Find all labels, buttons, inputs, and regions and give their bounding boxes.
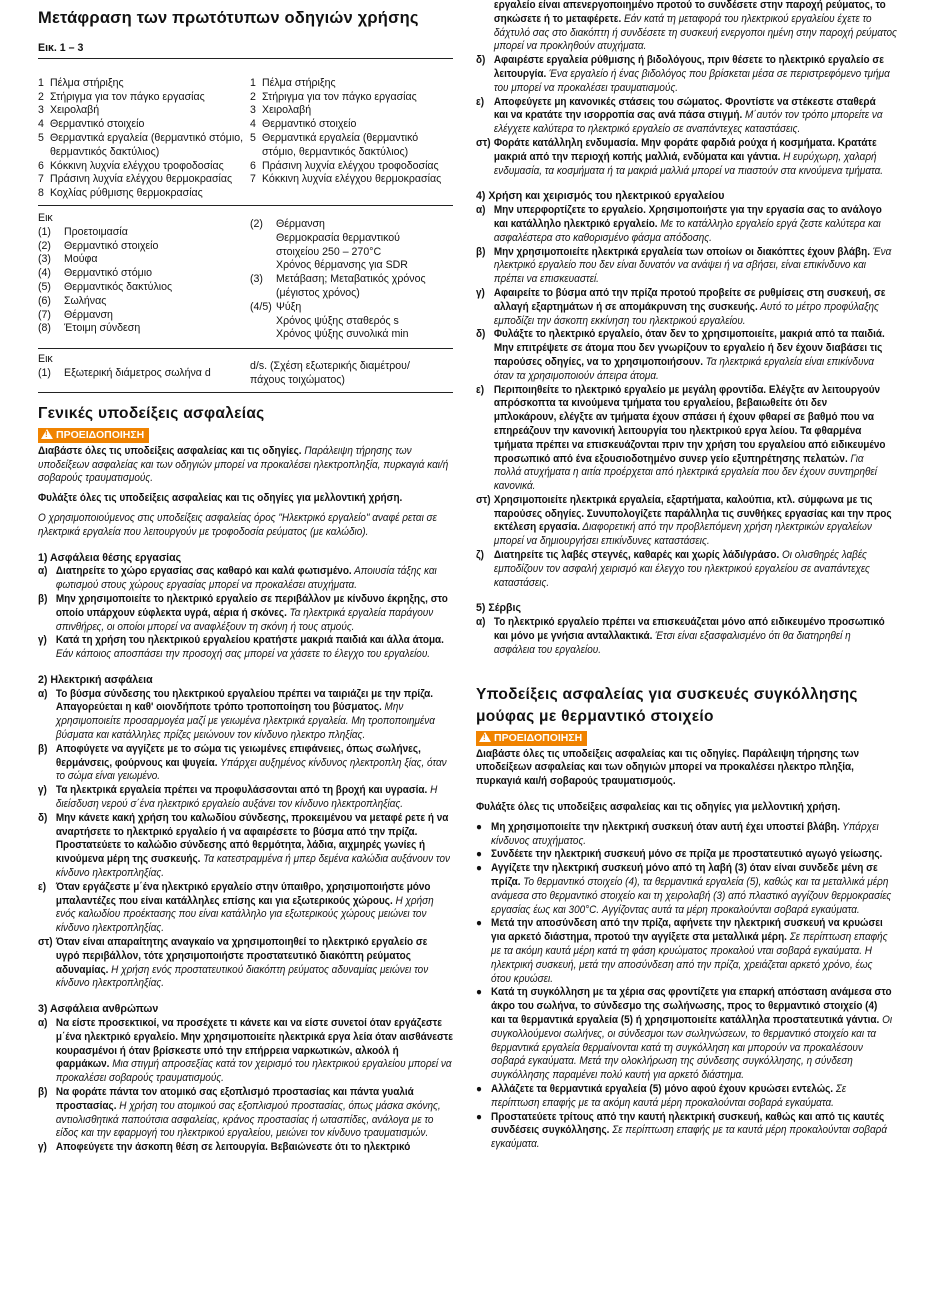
legend-number: (2) xyxy=(38,239,51,252)
item-label: ε) xyxy=(476,383,485,396)
item-bold: Μετά την αποσύνδεση από την πρίζα, αφήνετε την ηλεκτρική συσκευή να κρυώσει για αρκετό διάστημα, προτού την αγγίξετε στα μεταλλικά μέρη. xyxy=(491,917,883,944)
list-item xyxy=(476,287,892,328)
section-4-title: 4) Χρήση και χειρισμός του ηλεκτρικού εργαλείου xyxy=(476,190,725,203)
list-item xyxy=(38,688,453,743)
item-label: β) xyxy=(38,742,48,755)
item-bold: Αποφύγετε να αγγίζετε με το σώμα τις γειωμένες επιφάνειες, όπως σωλήνες, θερμάνσεις, φούρνους και ψυγεία. xyxy=(55,742,421,769)
list-item xyxy=(476,328,892,383)
legend-item xyxy=(38,226,250,240)
bullet-item xyxy=(476,1111,892,1152)
legend-text: Χειρολαβή xyxy=(262,104,312,117)
bullet-item xyxy=(476,862,892,917)
item-bold: Αποφεύγετε την άσκοπη θέση σε λειτουργία. Βεβαιώνεστε ότι το ηλεκτρικό xyxy=(55,1141,411,1154)
item-italic: Εάν κάποιος αποσπάσει την προσοχή σας μπορεί να χάσετε το έλεγχο του εργαλείου. xyxy=(55,648,431,661)
legend-text: Κόκκινη λυχνία ελέγχου θερμοκρασίας xyxy=(262,173,442,186)
item-text xyxy=(56,743,453,784)
legend-item xyxy=(38,240,250,254)
welding-keep: Φυλάξτε όλες τις υποδείξεις ασφαλείας και τις οδηγίες για μελλοντική χρήση. xyxy=(476,801,841,814)
legend-text: πάχους τοιχώματος) xyxy=(250,373,345,386)
item-text xyxy=(494,96,892,137)
item-italic: Οι συγκολλούμενοι σωλήνες, οι σύνδεσμοι των σωληνώσεων, το θερμαντικό στοιχείο και τα θερμαντικά εργαλεία θερμαίνονται κατά τη συγκόλληση και μπορούν να προκαλέσουν σοβαρά εγκαύματα. Μετά την ολοκλήρωση της σύνδεσης συγκόλλησης, η σύνδεση συγκόλλησης παραμένει πολύ καυτή για αρκετό διάστημα. xyxy=(491,1014,893,1082)
section-5 xyxy=(476,616,892,657)
legend-number: (5) xyxy=(38,280,51,293)
item-bold: Αγγίζετε την ηλεκτρική συσκευή μόνο από τη λαβή (3) όταν είναι συνδεδε μένη σε πρίζα. xyxy=(491,862,878,889)
item-bold: Χρησιμοποιείτε ηλεκτρικά εργαλεία, εξαρτήματα, καλούπια, κτλ. σύμφωνα με τις παρούσες οδηγίες. Συνυπολογίζετε παράλληλα τις συνθήκες εργασίας και την προς εκτέλεση εργασία. xyxy=(493,493,892,534)
legend-number: 7 xyxy=(250,173,256,186)
list-item xyxy=(38,634,453,662)
item-label: γ) xyxy=(38,784,47,797)
legend-number: 5 xyxy=(250,131,256,144)
fig-legend-right xyxy=(250,212,453,342)
item-text xyxy=(56,1017,453,1086)
list-item xyxy=(476,384,892,494)
item-label: α) xyxy=(38,1017,48,1030)
item-italic: Για πολλά ατυχήματα η αιτία προέρχεται από ηλεκτρικά εργαλεία που δεν έχουν συντηρηθεί κανονικά. xyxy=(493,452,878,493)
list-item xyxy=(476,96,892,137)
item-text xyxy=(56,936,453,991)
list-item xyxy=(38,936,453,991)
welding-safety-heading: Υποδείξεις ασφαλείας για συσκευές συγκόλλησης μούφας με θερμαντικό στοιχείο xyxy=(476,685,858,725)
legend-text: Προετοιμασία xyxy=(64,225,128,238)
item-bold: Αφαιρέστε εργαλεία ρύθμισης ή βιδολόγους, πριν θέσετε το ηλεκτρικό εργαλείο σε λειτουργία. xyxy=(493,54,884,80)
bullet-item xyxy=(476,917,892,986)
left-column xyxy=(38,0,453,1155)
item-italic: Μ΄αυτόν τον τρόπο μπορείτε να ελέγχετε καλύτερα το ηλεκτρικό εργαλείο σε αναπάντεχες καταστάσεις. xyxy=(493,109,883,136)
item-label: α) xyxy=(476,616,486,629)
item-italic: Τα ηλεκτρικά εργαλεία είναι επικίνδυνα όταν τα χρησιμοποιούν άπειρα άτομα. xyxy=(493,355,875,382)
legend-item xyxy=(38,104,250,118)
legend-item xyxy=(250,273,453,287)
list-item xyxy=(476,54,892,95)
fig-reference: Εικ. 1 – 3 xyxy=(38,42,84,54)
right-column xyxy=(476,0,897,1152)
bullet-icon: ● xyxy=(476,917,483,930)
section-3b xyxy=(476,54,892,178)
bullet-item xyxy=(476,1083,892,1111)
legend-text: Θερμαντικά εργαλεία (θερμαντικό στόμιο, θερμαντικός δακτύλιος) xyxy=(50,131,244,158)
fig2-legend-header: Εικ xyxy=(38,353,53,366)
legend-number xyxy=(250,259,276,273)
legend-text: Θερμαντικό στοιχείο xyxy=(64,239,159,252)
item-bold: Κατά τη χρήση του ηλεκτρικού εργαλείου κρατήστε μακριά παιδιά και άλλα άτομα. xyxy=(55,634,444,647)
item-label: α) xyxy=(476,204,486,217)
legend-text: Χρόνος θέρμανσης για SDR xyxy=(276,259,408,272)
legend-item xyxy=(38,77,250,91)
legend-number xyxy=(250,315,276,329)
bullet-item xyxy=(476,986,892,1083)
legend-text: Ψύξη xyxy=(276,300,302,313)
legend-number: (8) xyxy=(38,322,51,335)
legend-item xyxy=(250,328,453,342)
legend-item xyxy=(250,104,453,118)
item-label: ε) xyxy=(476,95,485,108)
item-bold: Φοράτε κατάλληλη ενδυμασία. Μην φοράτε φαρδιά ρούχα ή κοσμήματα. Κρατάτε μακριά από την περιοχή κοπής μαλλιά, ενδύματα και γάντια. xyxy=(493,136,877,163)
bullet-item xyxy=(476,821,892,849)
legend-item xyxy=(250,232,453,246)
item-bold: Αφαιρείτε το βύσμα από την πρίζα προτού προβείτε σε ρυθμίσεις στη συσκευή, σε αλλαγή εξαρτημάτων ή σε απομάκρυνση της συσκευής. xyxy=(493,286,886,313)
fig2-legend-item xyxy=(38,367,250,381)
legend-number: 3 xyxy=(250,104,256,117)
legend-number: 1 xyxy=(250,76,256,89)
item-italic: Η χρήση ενός καλωδίου προέκτασης που είναι κατάλληλο για εξωτερικούς χώρους μειώνει τον κίνδυνο ηλεκτροπληξίας. xyxy=(55,894,434,935)
parts-list-a xyxy=(38,77,250,201)
item-bold: Μην χρησιμοποιείτε το ηλεκτρικό εργαλείο σε περιβάλλον με κίνδυνο έκρηξης, στο οποίο υπάρχουν εύφλεκτα υγρά, αέρια ή σκόνες. xyxy=(55,592,448,619)
legend-item xyxy=(250,218,453,232)
list-item xyxy=(476,246,892,287)
list-item xyxy=(38,1086,453,1141)
item-bold: Όταν εργάζεστε μ΄ένα ηλεκτρικό εργαλείο στην ύπαιθρο, χρησιμοποιήστε μόνο μπαλαντέζες που είναι κατάλληλες επίσης και για εξωτερικούς χώρους. xyxy=(55,880,431,907)
item-italic: Η ευρύχωρη, χαλαρή ενδυμασία, τα κοσμήματα ή τα μακριά μαλλιά μπορεί να πιαστούν στα κινούμενα τμήματα. xyxy=(493,150,884,177)
item-label: δ) xyxy=(476,54,486,67)
item-text xyxy=(494,204,892,245)
legend-number: (4) xyxy=(38,267,51,280)
legend-text: Θερμαντικό στόμιο xyxy=(64,267,153,280)
legend-item xyxy=(250,132,453,160)
fig-legend xyxy=(38,212,453,342)
legend-item xyxy=(250,246,453,260)
item-italic: Η χρήση ενός προστατευτικού διακόπτη ρεύματος αδυναμίας μειώνει τον κίνδυνο ηλεκτροπληξίας. xyxy=(55,963,429,990)
legend-number: (7) xyxy=(38,308,51,321)
section-5-title: 5) Σέρβις xyxy=(476,602,521,615)
legend-number: 2 xyxy=(38,90,44,103)
legend-number: 3 xyxy=(38,104,44,117)
item-label: ε) xyxy=(38,880,47,893)
fig-legend-left xyxy=(38,212,250,342)
section-2 xyxy=(38,688,453,992)
bullet-icon: ● xyxy=(476,1082,483,1095)
legend-number xyxy=(250,232,276,246)
item-text xyxy=(56,784,453,812)
item-text xyxy=(56,565,453,593)
item-bold: Να είστε προσεκτικοί, να προσέχετε τι κάνετε και να είστε συνετοί όταν εργάζεστε μ΄ένα ηλεκτρικό εργαλείο. Μην χρησιμοποιείτε ηλεκτρικά εργα λεία όταν αισθάνεστε κουρασμένοι ή όταν βρίσκεστε υπό την επήρρεια ναρκωτικών, αλκοόλ ή φαρμάκων. xyxy=(55,1017,453,1071)
item-label: α) xyxy=(38,565,48,578)
legend-number: 6 xyxy=(250,159,256,172)
warning-label: ΠΡΟΕΙΔΟΠΟΙΗΣΗ xyxy=(494,731,583,744)
item-text xyxy=(56,634,453,662)
item-label: β) xyxy=(476,245,486,258)
item-bold: Συνδέετε την ηλεκτρική συσκευή μόνο σε πρίζα με προστατευτικό αγωγό γείωσης. xyxy=(491,848,883,861)
item-label: δ) xyxy=(38,811,48,824)
item-bold: Μην κάνετε κακή χρήση του καλωδίου σύνδεσης, προκειμένου να μεταφέ ρετε ή να αναρτήσετε το ηλεκτρικό εργαλείο ή να αφαιρέσετε το βύσμα από την πρίζα. Προστατεύετε το καλώδιο σύνδεσης από θερμότητα, λάδια, αιχμηρές γωνίες ή κινούμενα μέρη της συσκευής. xyxy=(55,811,449,866)
item-bold: Μην χρησιμοποιείτε ηλεκτρικά εργαλεία των οποίων οι διακόπτες έχουν βλάβη. xyxy=(493,245,870,258)
item-italic: Σε περίπτωση επαφής με τα καυτά μέρη προκαλούνται σοβαρά εγκαύματα. xyxy=(491,1124,888,1151)
legend-item xyxy=(250,315,453,329)
bullet-icon: ● xyxy=(476,986,483,999)
legend-number: 4 xyxy=(38,118,44,131)
legend-number xyxy=(250,328,276,342)
warning-icon xyxy=(479,732,491,742)
bullet-text xyxy=(491,1111,892,1152)
item-italic: Διαφορετική από την προβλεπόμενη χρήση ηλεκτρικών εργαλείων μπορεί να δημιουργήσει επικίνδυνες καταστάσεις. xyxy=(493,521,872,548)
legend-text: Θερμοκρασία θερμαντικού xyxy=(276,231,400,244)
legend-text: Πράσινη λυχνία ελέγχου θερμοκρασίας xyxy=(50,173,233,186)
item-italic: Μην χρησιμοποιείτε προσαρμογέα μαζί με γειωμένα ηλεκτρικά εργαλεία. Μη τροποποιημένα βύσματα και κατάλληλες πρίζες μειώνουν τον κίνδυνο ηλεκτρο πληξίας. xyxy=(55,701,435,742)
list-item xyxy=(38,1141,453,1155)
legend-text: d/s. (Σχέση εξωτερικής διαμέτρου/ xyxy=(250,360,410,373)
legend-text: Σωλήνας xyxy=(64,294,107,307)
item-italic: Οι ολισθηρές λαβές εμποδίζουν τον ασφαλή χειρισμό και έλεγχο του ηλεκτρικού εργαλείου σε αναπάντεχες καταστάσεις. xyxy=(493,549,870,589)
legend-text: Θερμαντικό στοιχείο xyxy=(50,118,145,131)
item-bold: Διατηρείτε τις λαβές στεγνές, καθαρές και χωρίς λάδι/γράσο. xyxy=(493,549,780,562)
legend-item xyxy=(38,173,250,187)
item-text xyxy=(494,137,892,178)
item-label: στ) xyxy=(476,136,491,149)
warning-label: ΠΡΟΕΙΔΟΠΟΙΗΣΗ xyxy=(56,428,145,441)
legend-number: (3) xyxy=(38,253,51,266)
section-1-title: 1) Ασφάλεια θέσης εργασίας xyxy=(38,551,182,564)
legend-text: Έτοιμη σύνδεση xyxy=(64,322,141,335)
warning-badge xyxy=(38,428,149,443)
bullet-text xyxy=(491,848,892,862)
item-bold: Διατηρείτε το χώρο εργασίας σας καθαρό και καλά φωτισμένο. xyxy=(55,565,352,578)
legend-number: (6) xyxy=(38,294,51,307)
item-italic: Ένα ηλεκτρικό εργαλείο που δεν είναι δυνατόν να ανάψει ή να σβήσει, είναι επικίνδυνο και πρέπει να επισκευαστεί. xyxy=(493,245,892,286)
intro-bold: Διαβάστε όλες τις υποδείξεις ασφαλείας και τις οδηγίες. xyxy=(38,444,302,457)
legend-text: στοιχείου 250 – 270°C xyxy=(276,245,382,258)
bullet-text xyxy=(491,821,892,849)
legend-item xyxy=(38,322,250,336)
list-item xyxy=(38,1017,453,1086)
page-title: Μετάφραση των πρωτότυπων οδηγιών χρήσης xyxy=(38,9,419,27)
item-text xyxy=(494,549,892,590)
legend-text: Μούφα xyxy=(64,253,98,266)
legend-text: Πέλμα στήριξης xyxy=(50,76,124,89)
item-bold: Όταν είναι απαραίτητης αναγκαίο να χρησιμοποιηθεί το ηλεκτρικό εργαλείο σε υγρό περιβάλλον, τότε χρησιμοποιήστε προστατευτικό διακόπτη ρεύματος αδυναμίας. xyxy=(55,936,428,976)
fig2-legend xyxy=(38,353,453,388)
item-bold: εργαλείο είναι απενεργοποιημένο προτού το συνδέσετε στην παροχή ρεύματος, το σηκώσετε ή το μεταφέρετε. xyxy=(493,0,886,25)
item-bold: Να φοράτε πάντα τον ατομικό σας εξοπλισμό προστασίας και πάντα γυαλιά προστασίας. xyxy=(55,1086,414,1112)
legend-number: (1) xyxy=(38,366,51,379)
list-item xyxy=(476,204,892,245)
legend-text: Θερμαντικό στοιχείο xyxy=(262,118,357,131)
legend-item xyxy=(38,160,250,174)
item-italic: Η διείσδυση νερού σ΄ένα ηλεκτρικό εργαλείο αυξάνει τον κίνδυνο ηλεκτροπληξίας. xyxy=(55,784,438,811)
item-text xyxy=(56,688,453,743)
item-italic: Σε περίπτωση επαφής με τα ακόμη καυτά μέρη προκαλούνται σοβαρά εγκαύματα. xyxy=(491,1082,847,1109)
item-italic: Το θερμαντικό στοιχείο (4), τα θερμαντικά εργαλεία (5), καθώς και τα μεταλλικά μέρη ανάμεσα στο θερμαντικό στοιχείο και τη χειρολαβή (3) από πλαστικό αγγίζουν θερμοκρασίες εργασίας έως και 300°C. Αγγίζοντας αυτά τα μέρη προκαλούνται σοβαρά εγκαύματα. xyxy=(491,876,892,916)
legend-text: Στήριγμα για τον πάγκο εργασίας xyxy=(50,90,205,103)
legend-item xyxy=(250,118,453,132)
item-text xyxy=(494,616,892,657)
legend-text: Κοχλίας ρύθμισης θερμοκρασίας xyxy=(50,187,203,200)
item-bold: Φυλάξτε το ηλεκτρικό εργαλείο, όταν δεν το χρησιμοποιείτε, μακριά από τα παιδιά. Μην επιτρέψετε σε άτομα που δεν γνωρίζουν το εργαλείο ή δεν έχουν διαβάσει τις παρούσες οδηγίες, να το χρησιμοποιήσουν. xyxy=(493,328,885,368)
legend-item xyxy=(250,301,453,315)
item-italic: Αυτό το μέτρο προφύλαξης εμποδίζει την άσκοπη εκκίνηση του ηλεκτρικού εργαλείου. xyxy=(493,300,879,327)
legend-item xyxy=(38,91,250,105)
item-italic: Σε περίπτωση επαφής με τα ακόμη καυτά μέρη κατά τη φάση κρυώματος προκαλού νται σοβαρά εγκαύματα. Η ηλεκτρική συσκευή, μετά την αποσύνδεση από την πρίζα, χρειάζεται αρκετό χρόνο, έως ότου κρυώσει. xyxy=(491,931,888,985)
item-label: α) xyxy=(38,687,48,700)
item-label: στ) xyxy=(38,936,53,949)
legend-text: Χρόνος ψύξης συνολικά min xyxy=(276,328,409,341)
item-label: β) xyxy=(38,1086,48,1098)
legend-item xyxy=(38,309,250,323)
legend-number xyxy=(250,246,276,260)
item-italic: Τα κατεστραμμένα ή μπερ δεμένα καλώδια αυξάνουν τον κίνδυνο ηλεκτροπληξίας. xyxy=(55,853,450,880)
item-label: δ) xyxy=(476,328,486,341)
legend-text: Εξωτερική διάμετρος σωλήνα d xyxy=(64,366,211,379)
item-bold: Το ηλεκτρικό εργαλείο πρέπει να επισκευάζεται μόνο από ειδικευμένο προσωπικό και μόνο με γνήσια ανταλλακτικά. xyxy=(493,616,885,643)
bullet-text xyxy=(491,986,892,1083)
item-bold: Μην υπερφορτίζετε το εργαλείο. Χρησιμοποιήστε για την εργασία σας το ανάλογο και κατάλληλο ηλεκτρικό εργαλείο. xyxy=(493,204,882,230)
item-text xyxy=(56,881,453,936)
legend-item xyxy=(250,259,453,273)
fig2-legend-left xyxy=(38,353,250,388)
item-italic: Ένα εργαλείο ή ένας βιδολόγος που βρίσκεται μέσα σε περιστρεφόμενο τμήμα του μπορεί να προκαλέσει τραυματισμούς. xyxy=(493,67,890,94)
item-label: γ) xyxy=(38,634,47,647)
item-text xyxy=(494,494,892,549)
warning-icon xyxy=(41,429,53,439)
legend-text: (μέγιστος χρόνος) xyxy=(276,286,360,299)
item-italic: Τα ηλεκτρικά εργαλεία παράγουν σπινθήρες, οι οποίοι μπορεί να αναφλέξουν τη σκόνη ή τους ατμούς. xyxy=(55,606,434,633)
legend-text: Θέρμανση xyxy=(64,308,113,321)
warning-badge xyxy=(476,731,587,746)
list-item xyxy=(38,881,453,936)
section-4 xyxy=(476,204,892,590)
item-bold: Τα ηλεκτρικά εργαλεία πρέπει να προφυλάσσονται από τη βροχή και υγρασία. xyxy=(55,784,428,797)
legend-text: Χρόνος ψύξης σταθερός s xyxy=(276,314,399,327)
legend-item xyxy=(38,187,250,201)
legend-item xyxy=(250,287,453,301)
fig2-legend-right xyxy=(250,353,453,388)
item-label: ζ) xyxy=(476,549,484,562)
item-italic: Εάν κατά τη μεταφορά του ηλεκτρικού εργαλείου έχετε το δάχτυλό σας στο διακόπτη ή συνδέσετε τη συσκευή ενεργοποι ημένη στην παροχή ρεύματος μπορεί να προκληθούν ατυχήματα. xyxy=(493,12,897,53)
legend-number xyxy=(250,287,276,301)
list-item xyxy=(38,784,453,812)
legend-text: Πράσινη λυχνία ελέγχου τροφοδοσίας xyxy=(262,159,439,172)
item-label: β) xyxy=(38,592,48,605)
section-1 xyxy=(38,565,453,662)
legend-text: Θερμαντικός δακτύλιος xyxy=(64,280,173,293)
legend-item xyxy=(38,118,250,132)
item-text xyxy=(56,1086,453,1141)
item-text xyxy=(494,246,892,287)
legend-number: 5 xyxy=(38,131,44,144)
legend-item xyxy=(38,132,250,160)
legend-item xyxy=(250,77,453,91)
bullet-item xyxy=(476,848,892,862)
section-2-title: 2) Ηλεκτρική ασφάλεια xyxy=(38,673,153,686)
parts-list-b xyxy=(250,77,453,201)
legend-item xyxy=(250,160,453,174)
legend-item xyxy=(250,91,453,105)
bullet-icon: ● xyxy=(476,862,483,875)
list-item xyxy=(476,137,892,178)
list-item xyxy=(476,616,892,657)
item-bold: Προστατεύετε τρίτους από την καυτή ηλεκτρική συσκευή, καθώς και από τις καυτές συνδέσεις συγκόλλησης. xyxy=(491,1110,885,1137)
item-italic: Η χρήση του ατομικού σας εξοπλισμού προστασίας, όπως μάσκα σκόνης, αντιολισθητικά παπούτσια ασφαλείας, κράνος προστασίας ή ωτασπίδες, ανάλογα με το είδος και την εφαρμογή του ηλεκτρικού εργαλείου, μειώνει τον κίνδυνο τραυματισμών. xyxy=(55,1099,441,1140)
item-bold: Αποφεύγετε μη κανονικές στάσεις του σώματος. Φροντίστε να στέκεστε σταθερά και να κρατάτε την ισορροπία σας ανά πάσα στιγμή. xyxy=(493,95,876,122)
fig-legend-header: Εικ xyxy=(38,211,53,224)
item-italic: Υπάρχει κίνδυνος ατυχήματος. xyxy=(491,820,879,847)
item-bold: Αλλάζετε τα θερμαντικά εργαλεία (5) μόνο αφού έχουν κρυώσει εντελώς. xyxy=(491,1082,834,1095)
list-item xyxy=(476,494,892,549)
section-3-title: 3) Ασφάλεια ανθρώπων xyxy=(38,1003,159,1016)
general-safety-heading: Γενικές υποδείξεις ασφαλείας xyxy=(38,404,265,422)
general-intro xyxy=(38,445,453,486)
item-italic: Αποιυσία τάξης και φωτισμού στους χώρους εργασίας μπορεί να προκαλέσει ατυχήματα. xyxy=(55,565,437,592)
item-text xyxy=(494,328,892,383)
section-3-continued xyxy=(476,0,910,54)
bullet-icon: ● xyxy=(476,1110,483,1123)
welding-bullets xyxy=(476,821,892,1152)
legend-number: (3) xyxy=(250,273,263,286)
legend-number: 2 xyxy=(250,90,256,103)
item-text xyxy=(56,1141,453,1155)
keep-instructions: Φυλάξτε όλες τις υποδείξεις ασφαλείας και τις οδηγίες για μελλοντική χρήση. xyxy=(38,492,403,505)
legend-number: 7 xyxy=(38,173,44,186)
item-label: στ) xyxy=(476,493,491,506)
list-item xyxy=(38,743,453,784)
item-bold: Μη χρησιμοποιείτε την ηλεκτρική συσκευή όταν αυτή έχει υποστεί βλάβη. xyxy=(491,820,840,833)
legend-text: Πέλμα στήριξης xyxy=(262,76,336,89)
legend-text: Κόκκινη λυχνία ελέγχου τροφοδοσίας xyxy=(50,159,224,172)
legend-text: Θερμαντικά εργαλεία (θερμαντικό στόμιο, θερμαντικός δακτύλιος) xyxy=(262,131,419,158)
item-text xyxy=(56,812,453,881)
legend-text: Χειρολαβή xyxy=(50,104,100,117)
bullet-icon: ● xyxy=(476,820,483,833)
legend-number: 6 xyxy=(38,159,44,172)
legend-text: Στήριγμα για τον πάγκο εργασίας xyxy=(262,90,417,103)
legend-text: Μετάβαση; Μεταβατικός χρόνος xyxy=(276,273,426,286)
legend-number: 1 xyxy=(38,76,44,89)
section-3 xyxy=(38,1017,453,1155)
list-item xyxy=(38,565,453,593)
item-label: γ) xyxy=(38,1141,47,1154)
term-note: Ο χρησιμοποιούμενος στις υποδείξεις ασφαλείας όρος "Ηλεκτρικό εργαλείο" αναφέ ρεται σε ηλεκτρικά εργαλεία που λειτουργούν με τροφοδοσία ρεύματος (με καλώδιο). xyxy=(38,511,437,538)
item-text xyxy=(494,287,892,328)
parts-legend xyxy=(38,77,453,201)
item-bold: Περιποιηθείτε το ηλεκτρικό εργαλείο με μεγάλη φροντίδα. Ελέγξτε αν λειτουργούν απρόσκοπτα τα κινούμενα τμήματα του εργαλείου, βεβαιωθείτε ότι δεν μπλοκάρουν, ελέγξτε αν τμήματα έχουν σπάσει ή έχουν φθαρεί σε βαθμό που να επηρεάζουν την κανονική λειτουργία του ηλεκτρικού εργα λείου. Τα φθαρμένα τμήματα πρέπει να επισκευάζονται πριν την χρήση του εργαλείου από ειδικευμένο προσωπικό από ένα εξουσιοδοτημένο συνερ γείο εξυπηρέτησης πελατών. xyxy=(493,383,886,465)
item-bold: Κατά τη συγκόλληση με τα χέρια σας φροντίζετε για επαρκή απόσταση ανάμεσα στο άκρο του σωλήνα, το σύνδεσμο της σωλήνωσης, προς το θερμαντικό στοιχείο (4) και τα θερμαντικά εργαλεία (5) ή χρησιμοποιείτε κατάλληλα προστατευτικά γάντια. xyxy=(491,986,892,1026)
list-item xyxy=(38,812,453,881)
legend-item xyxy=(38,267,250,281)
item-label: γ) xyxy=(476,286,485,299)
legend-number: (1) xyxy=(38,225,51,238)
welding-intro: Διαβάστε όλες τις υποδείξεις ασφαλείας και τις οδηγίες. Παράλειψη τήρησης των υποδείξεων ασφαλείας και των οδηγιών μπορεί να προκαλέσει ηλεκτρο πληξία, πυρκαγιά και/ή σοβαρούς τραυματισμούς. xyxy=(476,747,860,788)
item-italic: Μια στιγμή απροσεξίας κατά τον χειρισμό του ηλεκτρικού εργαλείου μπορεί να προκαλέσει σοβαρούς τραυματισμούς. xyxy=(55,1058,452,1085)
item-italic: Έτσι είναι εξασφαλισμένο ότι θα διατηρηθεί η ασφάλεια του εργαλείου. xyxy=(493,630,851,656)
item-text xyxy=(494,384,892,494)
legend-number: (4/5) xyxy=(250,300,272,313)
list-item xyxy=(38,593,453,634)
legend-number: (2) xyxy=(250,217,263,230)
item-italic: Υπάρχει αυξημένος κίνδυνος ηλεκτροπλη ξίας, όταν το σώμα είναι γειωμένο. xyxy=(55,756,447,783)
bullet-text xyxy=(491,862,892,917)
bullet-text xyxy=(491,917,892,986)
legend-item xyxy=(38,253,250,267)
legend-item xyxy=(38,281,250,295)
legend-number: 4 xyxy=(250,118,256,131)
legend-item xyxy=(250,173,453,187)
item-bold: Το βύσμα σύνδεσης του ηλεκτρικού εργαλείου πρέπει να ταιριάζει με την πρίζα. Απαγορεύεται η καθ' οιονδήποτε τρόπο τροποποίηση του βύσματος. xyxy=(55,687,434,714)
list-item xyxy=(476,549,892,590)
item-italic: Με το κατάλληλο εργαλείο εργά ζεστε καλύτερα και ασφαλέστερα στο καθορισμένο φάσμα απόδοσης. xyxy=(493,217,881,244)
legend-item xyxy=(38,295,250,309)
legend-text: Θέρμανση xyxy=(276,217,325,230)
legend-number: 8 xyxy=(38,187,44,200)
item-text xyxy=(494,54,892,95)
item-text xyxy=(56,593,453,634)
bullet-icon: ● xyxy=(476,848,483,861)
bullet-text xyxy=(491,1083,892,1111)
intro-italic: Παράλειψη τήρησης των υποδείξεων ασφαλείας και των οδηγιών μπορεί να προκαλέσει ηλεκτροπληξία, πυρκαγιά και/ή σοβαρούς τραυματισμούς. xyxy=(38,444,449,485)
